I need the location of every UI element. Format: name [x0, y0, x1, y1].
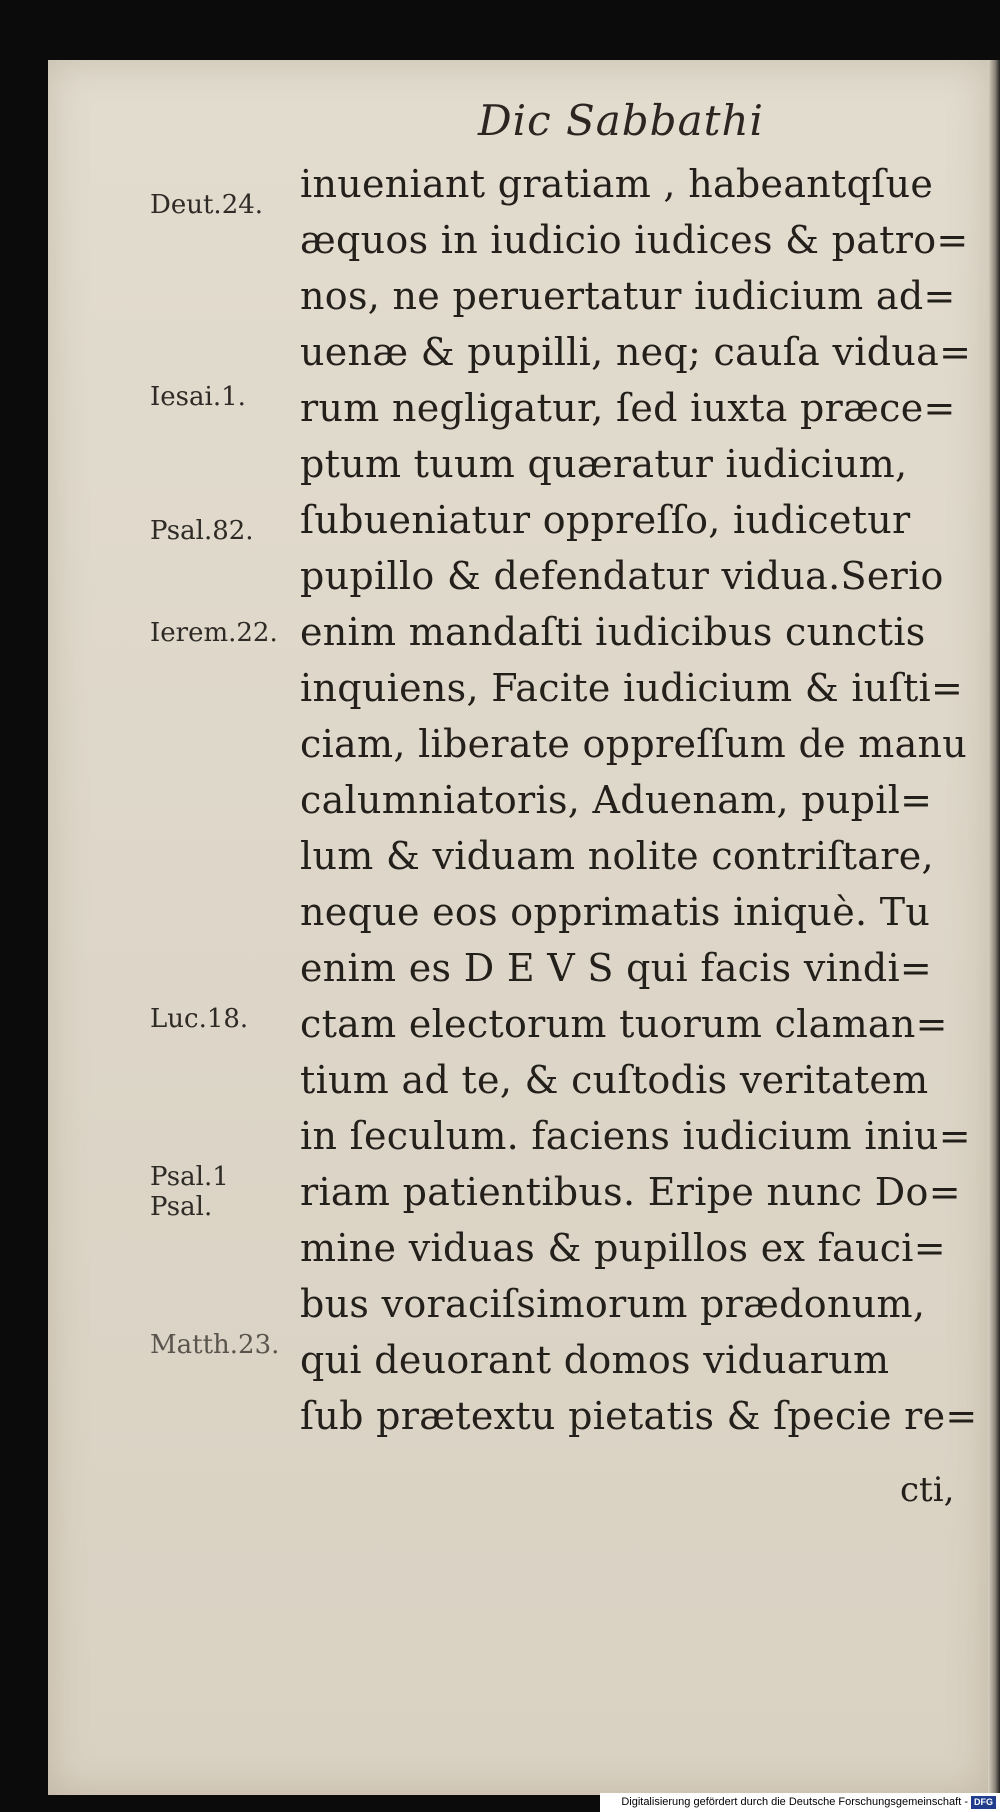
text-line: ciam, liberate oppreſſum de manu	[300, 722, 968, 766]
text-line: neque eos opprimatis iniquè. Tu	[300, 890, 931, 934]
text-line: rum negligatur, ſed iuxta præce=	[300, 386, 956, 430]
digitization-footer	[600, 1793, 1000, 1812]
margin-note: Psal.1	[150, 1162, 229, 1192]
text-line: æquos in iudicio iudices & patro=	[300, 218, 969, 262]
margin-note: Deut.24.	[150, 190, 264, 220]
text-line: uenæ & pupilli, neq; cauſa vidua=	[300, 330, 972, 374]
text-line: qui deuorant domos viduarum	[300, 1338, 890, 1382]
catchword: cti,	[900, 1470, 955, 1510]
text-line: ſub prætextu pietatis & ſpecie re=	[300, 1394, 978, 1438]
text-line: enim mandaſti iudicibus cunctis	[300, 610, 926, 654]
text-line: tium ad te, & cuſtodis veritatem	[300, 1058, 929, 1102]
text-line: mine viduas & pupillos ex fauci=	[300, 1226, 946, 1270]
text-line: in ſeculum. faciens iudicium iniu=	[300, 1114, 971, 1158]
text-line: nos, ne peruertatur iudicium ad=	[300, 274, 956, 318]
text-line: calumniatoris, Aduenam, pupil=	[300, 778, 933, 822]
text-line: inueniant gratiam , habeantqſue	[300, 162, 934, 206]
running-head: Dic Sabbathi	[478, 96, 764, 145]
margin-note: Psal.	[150, 1192, 213, 1222]
text-line: ptum tuum quæratur iudicium,	[300, 442, 908, 486]
dfg-logo-icon: DFG	[971, 1796, 996, 1809]
text-line: bus voraciſsimorum prædonum,	[300, 1282, 926, 1326]
text-line: inquiens, Facite iudicium & iuſti=	[300, 666, 964, 710]
margin-note: Psal.82.	[150, 516, 254, 546]
text-line: pupillo & defendatur vidua.Serio	[300, 554, 944, 598]
text-line: enim es D E V S qui facis vindi=	[300, 946, 933, 990]
margin-note: Ierem.22.	[150, 618, 278, 648]
page-edge	[988, 60, 1000, 1795]
text-line: ſubueniatur oppreſſo, iudicetur	[300, 498, 911, 542]
margin-note: Iesai.1.	[150, 382, 246, 412]
text-line: ctam electorum tuorum claman=	[300, 1002, 948, 1046]
margin-note: Matth.23.	[150, 1330, 280, 1360]
text-line: riam patientibus. Eripe nunc Do=	[300, 1170, 961, 1214]
text-line: lum & viduam nolite contriſtare,	[300, 834, 934, 878]
margin-note: Luc.18.	[150, 1004, 249, 1034]
footer-text: Digitalisierung gefördert durch die Deutsche Forschungsgemeinschaft -	[621, 1796, 968, 1808]
